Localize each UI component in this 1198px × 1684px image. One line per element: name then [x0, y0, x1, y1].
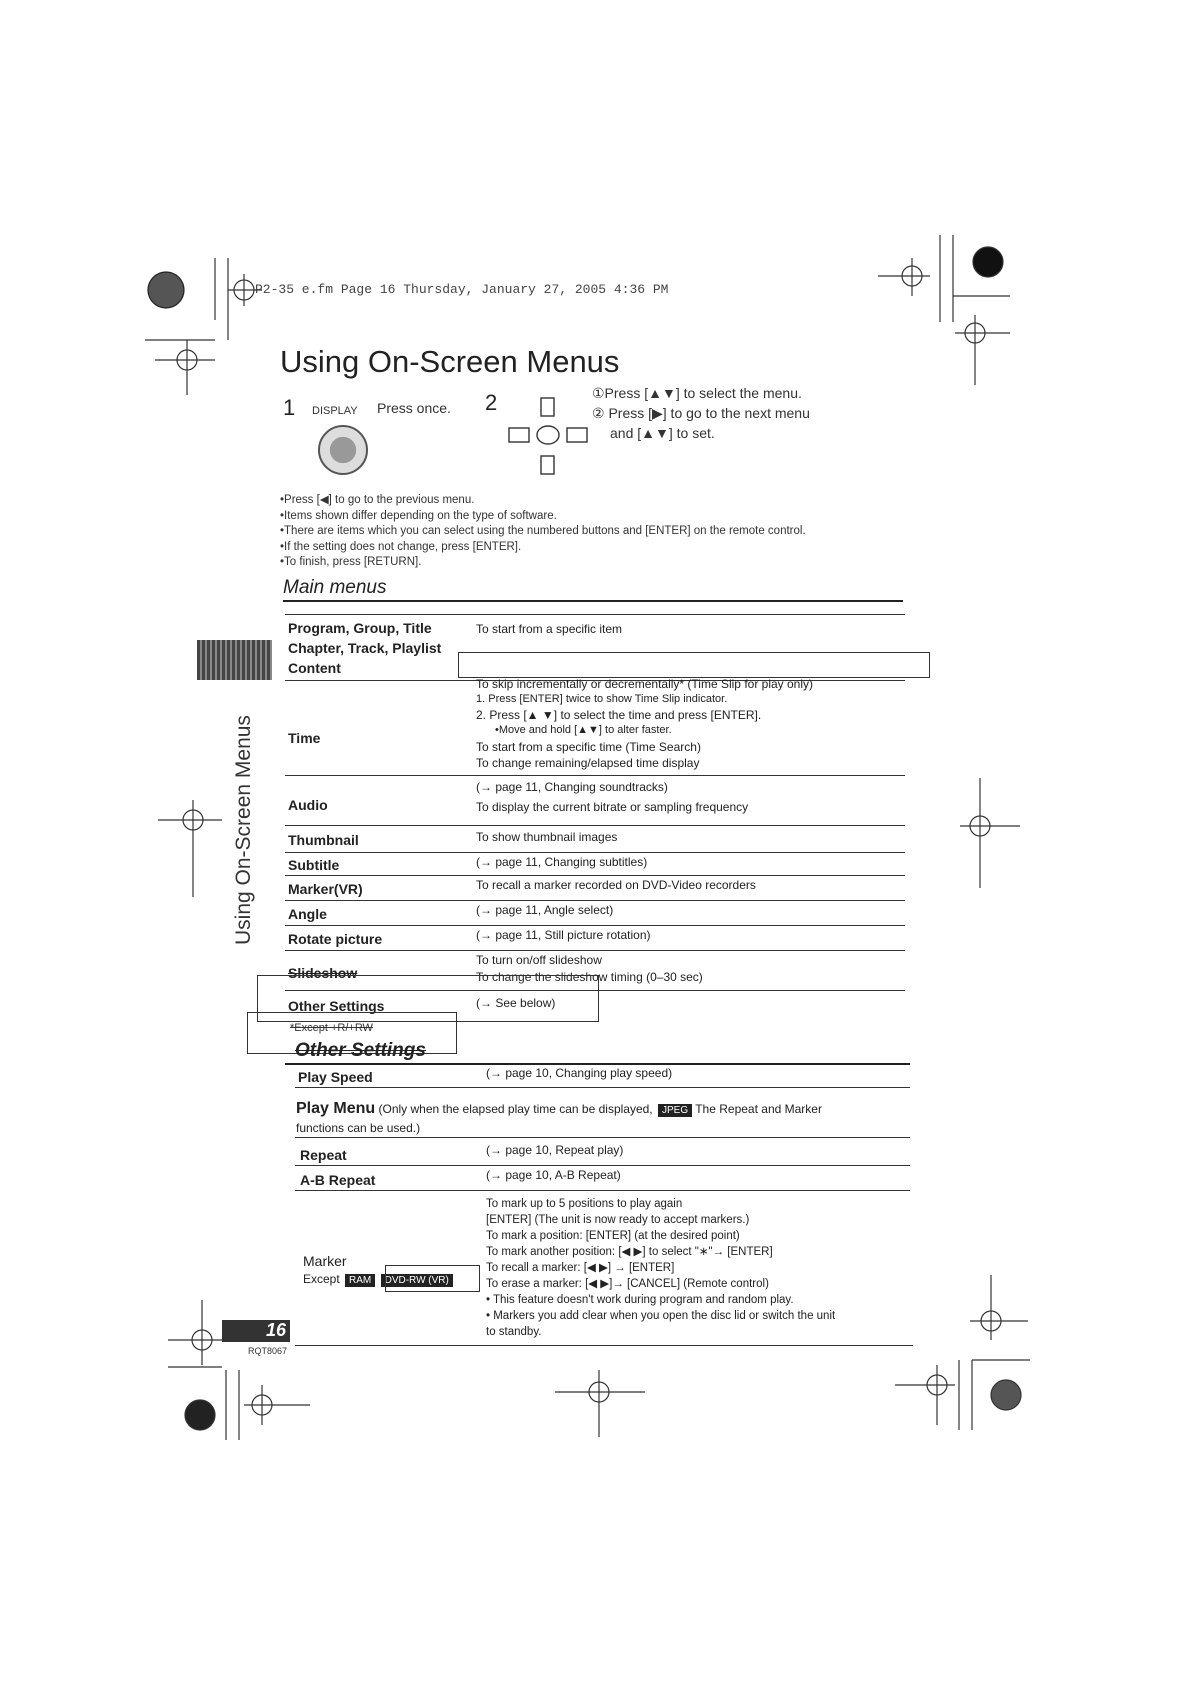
row-desc-time-4: •Move and hold [▲▼] to alter faster. [495, 724, 672, 736]
row-rule [285, 950, 905, 951]
row-desc-marker-vr: To recall a marker recorded on DVD-Video recorders [476, 878, 756, 892]
heading-rule [283, 600, 903, 602]
row-desc-rotate: (→ page 11, Still picture rotation) [476, 928, 651, 942]
side-tab-label: Using On-Screen Menus [232, 715, 255, 945]
row-rule [295, 1165, 910, 1166]
marker-line: to standby. [486, 1326, 542, 1338]
marker-description [486, 1196, 835, 1340]
play-menu-note-3: functions can be used.) [296, 1121, 421, 1135]
ram-indicator: RAM [345, 1274, 375, 1287]
row-label-play-speed: Play Speed [298, 1069, 373, 1085]
row-label-program: Program, Group, Title [288, 620, 432, 636]
row-desc-ab-repeat: (→ page 10, A-B Repeat) [486, 1168, 621, 1182]
marker-line: To mark up to 5 positions to play again [486, 1198, 683, 1210]
jpeg-indicator: JPEG [658, 1104, 692, 1117]
row-label-marker-vr: Marker(VR) [288, 881, 363, 897]
marker-line: To mark a position: [ENTER] (at the desired point) [486, 1230, 740, 1242]
note-item: • There are items which you can select using the numbered buttons and [ENTER] on the remote control. [280, 524, 806, 540]
row-label-other-settings: Other Settings [288, 998, 385, 1014]
notes-list [280, 493, 806, 571]
row-desc-thumbnail: To show thumbnail images [476, 830, 618, 844]
row-desc-audio-2: To display the current bitrate or sampling frequency [476, 800, 749, 814]
indicator-box [385, 1265, 480, 1292]
row-rule [285, 825, 905, 826]
dvd-rw-vr-indicator: DVD-RW (VR) [381, 1274, 453, 1287]
row-rule [295, 1137, 910, 1138]
row-desc-time-6: To change remaining/elapsed time display [476, 756, 700, 770]
row-desc-time-1: To skip incrementally or decrementally* (Time Slip for play only) [476, 677, 814, 691]
doc-code: RQT8067 [248, 1346, 288, 1356]
row-desc-time-3: 2. Press [▲ ▼] to select the time and press [ENTER]. [476, 708, 762, 722]
file-header: P2-35 e.fm Page 16 Thursday, January 27, 2005 4:36 PM [255, 282, 669, 297]
row-label-time: Time [288, 730, 321, 746]
row-desc-audio-1: (→ page 11, Changing soundtracks) [476, 780, 668, 794]
play-menu-note-2: The Repeat and Marker [692, 1102, 822, 1116]
row-rule [285, 900, 905, 901]
play-menu-line [296, 1100, 916, 1118]
step-1-number: 1 [283, 395, 296, 420]
play-menu-label: Play Menu [296, 1100, 376, 1117]
except-label: Except [303, 1272, 340, 1286]
note-item: • Items shown differ depending on the type of software. [280, 509, 806, 525]
table-top-rule [285, 614, 905, 615]
cursor-pad-icon [505, 396, 593, 480]
row-rule [295, 1190, 910, 1191]
display-button-icon [318, 425, 368, 475]
note-item: • Press [◀] to go to the previous menu. [280, 493, 806, 509]
row-label-repeat: Repeat [300, 1147, 347, 1163]
marker-line: • Markers you add clear when you open the disc lid or switch the unit [486, 1310, 836, 1322]
play-menu-note: (Only when the elapsed play time can be displayed, [378, 1102, 656, 1116]
display-button-label: DISPLAY [312, 405, 358, 417]
row-label-marker: Marker [303, 1253, 347, 1269]
page-title: Using On-Screen Menus [280, 344, 620, 379]
row-desc-slideshow-2: To change the slideshow timing (0–30 sec) [476, 970, 703, 984]
row-label-chapter: Chapter, Track, Playlist [288, 640, 442, 656]
note-item: • To finish, press [RETURN]. [280, 555, 806, 571]
marker-line: [ENTER] (The unit is now ready to accept markers.) [486, 1214, 750, 1226]
step-2-line-2: ② Press [▶] to go to the next menu [592, 405, 810, 421]
row-rule [285, 925, 905, 926]
row-label-thumbnail: Thumbnail [288, 832, 359, 848]
row-desc-program: To start from a specific item [476, 622, 623, 636]
row-label-angle: Angle [288, 906, 327, 922]
row-label-content: Content [288, 660, 341, 676]
row-rule [285, 875, 905, 876]
time-slip-box [458, 652, 930, 678]
step-2-line-3: and [▲▼] to set. [610, 425, 715, 441]
row-desc-other-settings: (→ See below) [476, 996, 556, 1010]
row-desc-play-speed: (→ page 10, Changing play speed) [486, 1066, 673, 1080]
row-label-subtitle: Subtitle [288, 857, 340, 873]
page-number: 16 [222, 1320, 290, 1342]
marker-line: To mark another position: [◀ ▶] to select "∗"→ [ENTER] [486, 1246, 773, 1258]
row-desc-subtitle: (→ page 11, Changing subtitles) [476, 855, 648, 869]
row-label-rotate: Rotate picture [288, 931, 383, 947]
bottom-rule [295, 1345, 913, 1346]
row-desc-time-5: To start from a specific time (Time Search) [476, 740, 701, 754]
row-desc-repeat: (→ page 10, Repeat play) [486, 1143, 624, 1157]
step-1-text: Press once. [377, 400, 451, 416]
footnote: *Except +R/+RW [290, 1022, 373, 1034]
row-rule [285, 775, 905, 776]
step-2-number: 2 [485, 390, 498, 415]
heading-rule [285, 1063, 910, 1065]
marker-line: • This feature doesn't work during program and random play. [486, 1294, 794, 1306]
row-rule [285, 852, 905, 853]
other-settings-heading: Other Settings [295, 1040, 426, 1061]
main-menus-heading: Main menus [283, 577, 387, 598]
marker-line: To recall a marker: [◀ ▶] → [ENTER] [486, 1262, 675, 1274]
side-tab-block [197, 640, 272, 680]
note-item: • If the setting does not change, press [ENTER]. [280, 540, 806, 556]
row-label-audio: Audio [288, 797, 328, 813]
marker-line: To erase a marker: [◀ ▶]→ [CANCEL] (Remote control) [486, 1278, 769, 1290]
step-2-line-1: ①Press [▲▼] to select the menu. [592, 385, 802, 401]
row-rule [295, 1087, 910, 1088]
row-desc-time-2: 1. Press [ENTER] twice to show Time Slip indicator. [476, 693, 728, 705]
row-desc-angle: (→ page 11, Angle select) [476, 903, 614, 917]
row-label-slideshow: Slideshow [288, 965, 358, 981]
row-desc-slideshow-1: To turn on/off slideshow [476, 953, 602, 967]
row-label-ab-repeat: A-B Repeat [300, 1172, 376, 1188]
